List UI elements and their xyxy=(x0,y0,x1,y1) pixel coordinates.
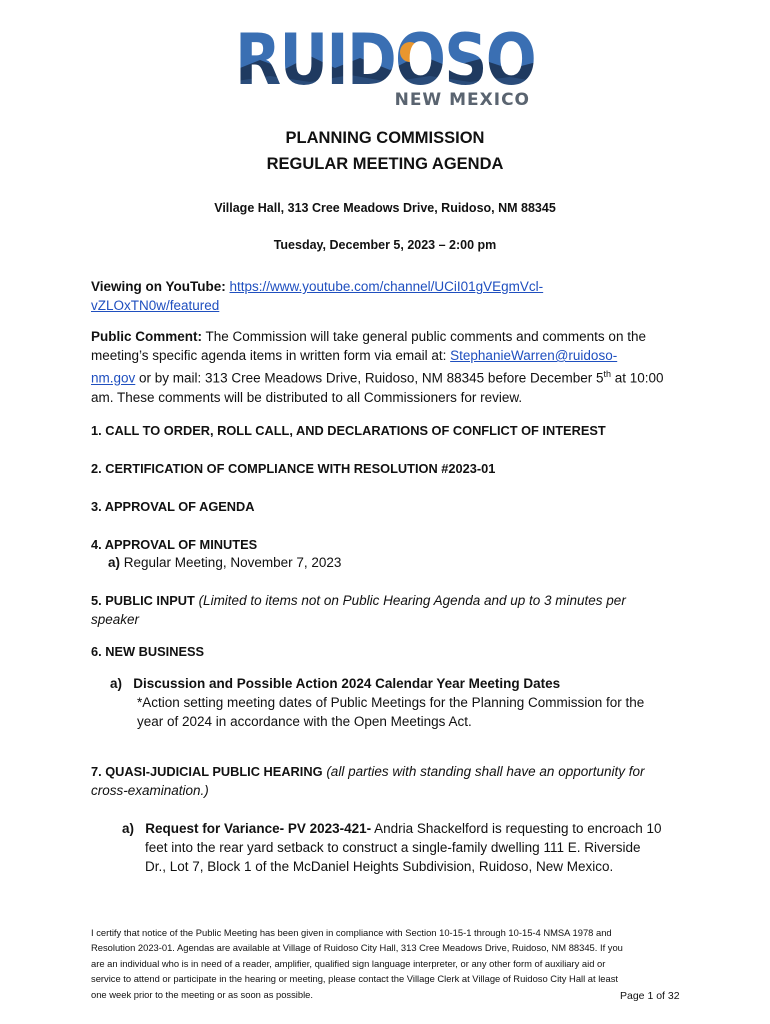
footer-line-2: Resolution 2023-01. Agendas are available at Village of Ruidoso City Hall, 313 Cree Meadows Drive, Ruidoso, NM 88345. If you xyxy=(91,942,623,954)
public-comment-text-5: am. These comments will be distributed to all Commissioners for review. xyxy=(91,389,523,405)
item-6a-line-1: *Action setting meeting dates of Public Meetings for the Planning Commission for the xyxy=(137,695,645,710)
agenda-item-4a xyxy=(108,553,341,572)
title-line-1: PLANNING COMMISSION xyxy=(285,129,485,147)
email-link[interactable]: StephanieWarren@ruidoso- xyxy=(450,348,618,363)
agenda-item-5 xyxy=(91,591,681,629)
agenda-item-7 xyxy=(91,762,681,800)
footer-line-4: service to attend or participate in the hearing or meeting, please contact the Village Clerk at Village of Ruidoso City Hall at least xyxy=(91,973,619,985)
item-6a-line-2: year of 2024 in accordance with the Open Meetings Act. xyxy=(137,714,472,729)
public-comment-label: Public Comment: xyxy=(91,329,203,344)
agenda-item-3: 3. APPROVAL OF AGENDA xyxy=(91,499,255,514)
item-7-note-1: (all parties with standing shall have an opportunity for xyxy=(322,764,645,779)
item-6a-title: Discussion and Possible Action 2024 Calendar Year Meeting Dates xyxy=(133,676,561,691)
footer-line-1: I certify that notice of the Public Meeting has been given in compliance with Section 10-15-1 through 10-15-4 NMSA 1978 and xyxy=(91,927,612,938)
email-link-continued[interactable]: nm.gov xyxy=(91,370,136,386)
superscript-th: th xyxy=(603,369,612,379)
page-title xyxy=(0,125,770,177)
item-7a-label: a) xyxy=(122,821,135,836)
item-7a-title: Request for Variance- PV 2023-421- xyxy=(145,821,372,836)
agenda-item-7a xyxy=(122,819,692,838)
agenda-item-4: 4. APPROVAL OF MINUTES xyxy=(91,537,258,552)
item-4a-label: a) xyxy=(108,555,121,570)
meeting-location: Village Hall, 313 Cree Meadows Drive, Ruidoso, NM 88345 xyxy=(214,201,556,215)
item-7a-description xyxy=(145,838,695,876)
item-7a-line-1: Andria Shackelford is requesting to encroach 10 xyxy=(371,821,662,836)
item-5-heading: 5. PUBLIC INPUT xyxy=(91,593,195,608)
meeting-datetime: Tuesday, December 5, 2023 – 2:00 pm xyxy=(273,238,497,252)
item-5-note-1: (Limited to items not on Public Hearing Agenda and up to 3 minutes per xyxy=(194,593,626,608)
agenda-item-1: 1. CALL TO ORDER, ROLL CALL, AND DECLARATIONS OF CONFLICT OF INTEREST xyxy=(91,423,606,438)
youtube-link-continued[interactable]: vZLOxTN0w/featured xyxy=(91,298,220,313)
youtube-label: Viewing on YouTube: xyxy=(91,279,226,294)
agenda-item-6: 6. NEW BUSINESS xyxy=(91,644,205,659)
public-comment-section xyxy=(91,327,681,407)
agenda-item-2: 2. CERTIFICATION OF COMPLIANCE WITH RESOLUTION #2023-01 xyxy=(91,461,496,476)
item-7-heading: 7. QUASI-JUDICIAL PUBLIC HEARING xyxy=(91,764,323,779)
footer-line-3: are an individual who is in need of a reader, amplifier, qualified sign language interpreter, or any other form of auxiliary aid or xyxy=(91,957,606,969)
item-5-note-2: speaker xyxy=(91,612,140,627)
certification-footer xyxy=(91,925,685,1002)
public-comment-text-4: at 10:00 xyxy=(611,370,664,386)
item-7a-line-2: feet into the rear yard setback to construct a single-family dwelling 111 E. Riverside xyxy=(145,840,641,855)
ruidoso-logo xyxy=(230,22,540,108)
item-4a-text: Regular Meeting, November 7, 2023 xyxy=(120,555,342,570)
public-comment-text-3: or by mail: 313 Cree Meadows Drive, Ruidoso, NM 88345 before December 5 xyxy=(135,370,604,386)
item-7a-line-3: Dr., Lot 7, Block 1 of the McDaniel Heights Subdivision, Ruidoso, New Mexico. xyxy=(145,859,614,874)
public-comment-text-2: meeting’s specific agenda items in written form via email at: xyxy=(91,348,451,363)
item-6a-label: a) xyxy=(110,676,123,691)
page-number: Page 1 of 32 xyxy=(620,990,680,1002)
youtube-section xyxy=(91,277,681,315)
logo-subtitle: NEW MEXICO xyxy=(394,90,530,108)
item-7-note-2: cross-examination.) xyxy=(91,783,209,798)
youtube-link[interactable]: https://www.youtube.com/channel/UCiI01gVEgmVcl- xyxy=(229,279,544,294)
item-6a-description xyxy=(137,693,697,731)
agenda-item-6a xyxy=(110,674,680,693)
title-line-2: REGULAR MEETING AGENDA xyxy=(266,155,504,173)
footer-line-5: one week prior to the meeting or as soon as possible. xyxy=(91,988,314,1000)
public-comment-text-1: The Commission will take general public comments and comments on the xyxy=(202,329,646,344)
